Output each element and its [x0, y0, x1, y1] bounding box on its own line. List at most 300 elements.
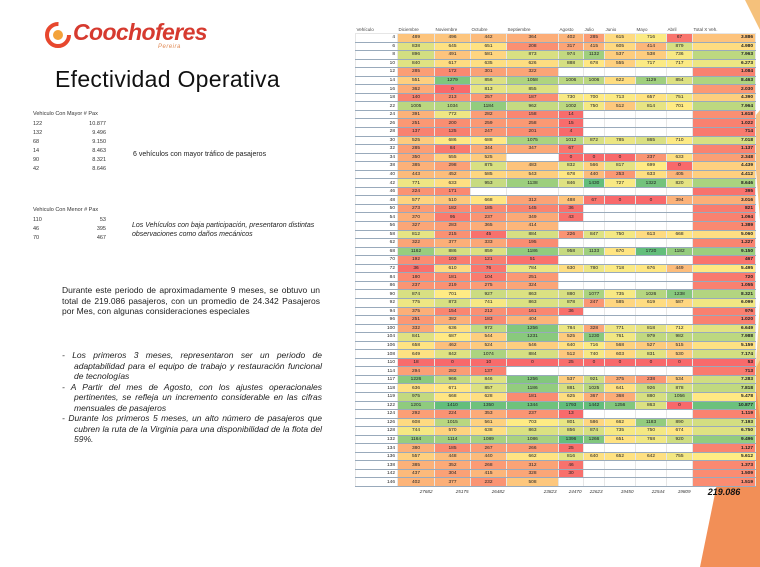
table-row — [356, 452, 756, 461]
month-cell — [636, 469, 667, 478]
month-cell — [636, 213, 667, 222]
total-cell: 976 — [693, 307, 756, 316]
table-row — [356, 59, 756, 68]
month-cell: 750 — [605, 230, 636, 239]
month-cell: 585 — [471, 170, 507, 179]
vehicle-cell: 96 — [356, 316, 398, 325]
vehicle-cell: 70 — [356, 256, 398, 265]
month-cell: 555 — [605, 59, 636, 68]
month-cell: 181 — [507, 392, 559, 401]
month-cell: 375 — [398, 307, 435, 316]
total-cell: 1.137 — [693, 145, 756, 154]
top-vehicle-row — [33, 129, 106, 138]
month-cell — [667, 281, 693, 290]
month-cell: 974 — [559, 51, 584, 60]
month-cell — [584, 273, 605, 282]
month-cell: 258 — [507, 119, 559, 128]
table-row — [356, 392, 756, 401]
month-cell: 13 — [559, 410, 584, 419]
month-cell: 972 — [471, 324, 507, 333]
total-cell: 7.193 — [693, 418, 756, 427]
table-row — [356, 350, 756, 359]
month-cell: 730 — [559, 93, 584, 102]
month-cell: 586 — [584, 418, 605, 427]
vehicle-id: 14 — [33, 148, 40, 154]
month-cell: 878 — [667, 384, 693, 393]
vehicle-cell: 48 — [356, 196, 398, 205]
month-cell: 201 — [507, 128, 559, 137]
month-cell: 831 — [636, 350, 667, 359]
month-cell — [507, 367, 559, 376]
month-cell: 25 — [559, 358, 584, 367]
vehicle-cell: 86 — [356, 281, 398, 290]
month-cell: 633 — [636, 170, 667, 179]
month-cell: 322 — [507, 68, 559, 77]
passenger-count: 9.150 — [92, 139, 106, 145]
month-cell: 1025 — [584, 384, 605, 393]
month-cell: 1344 — [507, 401, 559, 410]
month-cell: 344 — [471, 145, 507, 154]
table-header — [356, 26, 756, 34]
month-cell: 975 — [398, 392, 435, 401]
table-row — [356, 298, 756, 307]
month-cell: 1026 — [636, 290, 667, 299]
month-cell: 771 — [398, 179, 435, 188]
month-cell: 736 — [667, 51, 693, 60]
month-cell — [605, 68, 636, 77]
month-cell: 863 — [507, 298, 559, 307]
month-cell: 820 — [667, 179, 693, 188]
month-cell: 847 — [584, 230, 605, 239]
month-cell: 18 — [398, 358, 435, 367]
table-row — [356, 110, 756, 119]
month-cell — [636, 145, 667, 154]
vehicle-cell: 134 — [356, 444, 398, 453]
vehicle-cell: 142 — [356, 469, 398, 478]
month-total: 26482 — [491, 489, 505, 495]
vehicle-cell: 54 — [356, 213, 398, 222]
month-cell: 377 — [435, 239, 471, 248]
month-cell: 30 — [559, 469, 584, 478]
month-cell: 404 — [507, 316, 559, 325]
month-cell: 370 — [398, 213, 435, 222]
month-total: 19450 — [620, 489, 634, 495]
month-cell: 710 — [667, 136, 693, 145]
month-cell: 491 — [435, 51, 471, 60]
column-header: Total X Veh. — [693, 27, 718, 32]
vehicle-cell: 100 — [356, 324, 398, 333]
month-cell: 1396 — [559, 435, 584, 444]
month-cell: 15 — [559, 119, 584, 128]
month-cell: 662 — [605, 418, 636, 427]
low-vehicle-row — [33, 234, 106, 243]
month-cell: 333 — [471, 239, 507, 248]
month-cell — [584, 444, 605, 453]
table-row — [356, 170, 756, 179]
month-cell: 873 — [507, 51, 559, 60]
month-cell: 181 — [435, 273, 471, 282]
month-cell: 0 — [636, 358, 667, 367]
month-cell: 577 — [398, 196, 435, 205]
month-cell: 546 — [507, 341, 559, 350]
month-cell: 180 — [398, 273, 435, 282]
total-cell: 8.463 — [693, 76, 756, 85]
month-cell: 888 — [559, 59, 584, 68]
month-cell — [584, 85, 605, 94]
low-vehicles-note: Los Vehículos con baja participación, presentaron distintas observaciones como daños mecánicos — [132, 222, 315, 238]
vehicle-cell: 138 — [356, 461, 398, 470]
month-cell: 182 — [435, 204, 471, 213]
month-cell: 630 — [559, 264, 584, 273]
vehicle-cell: 117 — [356, 375, 398, 384]
month-cell — [559, 256, 584, 265]
month-cell — [559, 367, 584, 376]
column-header: Noviembre — [435, 27, 458, 32]
month-cell: 716 — [584, 341, 605, 350]
month-cell — [605, 444, 636, 453]
month-cell — [636, 85, 667, 94]
month-cell: 854 — [667, 76, 693, 85]
month-cell: 1129 — [636, 76, 667, 85]
month-cell: 818 — [636, 324, 667, 333]
month-cell: 1074 — [471, 350, 507, 359]
month-cell: 884 — [507, 230, 559, 239]
month-cell: 741 — [471, 298, 507, 307]
month-cell: 1279 — [435, 76, 471, 85]
month-cell: 619 — [636, 298, 667, 307]
month-cell: 0 — [667, 358, 693, 367]
month-cell — [605, 110, 636, 119]
month-cell — [584, 110, 605, 119]
month-cell: 884 — [507, 350, 559, 359]
passenger-count: 8.321 — [92, 157, 106, 163]
month-cell: 448 — [435, 452, 471, 461]
vehicle-cell: 110 — [356, 358, 398, 367]
month-cell — [667, 213, 693, 222]
month-cell: 657 — [636, 93, 667, 102]
table-row — [356, 401, 756, 410]
table-row — [356, 179, 756, 188]
table-row — [356, 247, 756, 256]
month-cell: 440 — [471, 452, 507, 461]
month-cell — [636, 110, 667, 119]
month-cell: 863 — [507, 427, 559, 436]
total-cell: 1.373 — [693, 461, 756, 470]
month-cell — [559, 478, 584, 487]
month-cell: 863 — [507, 290, 559, 299]
total-cell: 7.283 — [693, 375, 756, 384]
total-cell: 3.886 — [693, 34, 756, 43]
month-cell: 613 — [636, 230, 667, 239]
month-cell: 979 — [636, 333, 667, 342]
month-cell: 699 — [636, 162, 667, 171]
month-cell: 784 — [559, 324, 584, 333]
month-cell: 642 — [636, 452, 667, 461]
month-cell — [667, 367, 693, 376]
brand-name: Coochoferes — [73, 19, 207, 45]
total-cell: 8.321 — [693, 290, 756, 299]
month-cell: 1132 — [584, 51, 605, 60]
column-header: Agosto — [559, 27, 574, 32]
month-cell — [605, 239, 636, 248]
top-vehicle-row — [33, 147, 106, 156]
month-cell: 1058 — [507, 76, 559, 85]
month-cell: 10 — [471, 358, 507, 367]
month-cell: 921 — [584, 375, 605, 384]
month-cell: 224 — [435, 410, 471, 419]
month-cell — [667, 204, 693, 213]
month-cell: 610 — [435, 264, 471, 273]
month-cell: 640 — [559, 341, 584, 350]
month-cell — [605, 145, 636, 154]
month-cell: 415 — [471, 469, 507, 478]
table-row — [356, 333, 756, 342]
month-cell: 0 — [667, 162, 693, 171]
month-cell: 512 — [605, 102, 636, 111]
month-cell: 640 — [584, 452, 605, 461]
table-row — [356, 93, 756, 102]
month-cell: 247 — [471, 128, 507, 137]
month-cell: 982 — [667, 333, 693, 342]
month-cell: 880 — [636, 392, 667, 401]
month-cell: 0 — [605, 196, 636, 205]
month-cell: 1410 — [435, 401, 471, 410]
total-cell: 7.818 — [693, 384, 756, 393]
vehicle-cell: 118 — [356, 384, 398, 393]
vehicle-cell: 58 — [356, 230, 398, 239]
month-cell: 137 — [471, 367, 507, 376]
total-cell: 7.174 — [693, 350, 756, 359]
table-row — [356, 256, 756, 265]
month-cell: 874 — [398, 290, 435, 299]
month-cell: 1164 — [398, 435, 435, 444]
month-cell: 332 — [398, 324, 435, 333]
month-cell: 750 — [636, 427, 667, 436]
month-cell: 841 — [398, 333, 435, 342]
month-cell: 213 — [435, 93, 471, 102]
month-cell: 886 — [435, 247, 471, 256]
month-cell: 717 — [667, 59, 693, 68]
month-cell: 962 — [507, 102, 559, 111]
column-header: Vehículo — [356, 27, 374, 32]
month-cell: 67 — [667, 34, 693, 43]
month-cell — [667, 85, 693, 94]
month-cell: 1056 — [667, 392, 693, 401]
month-cell: 645 — [435, 42, 471, 51]
total-cell: 1.094 — [693, 213, 756, 222]
month-cell: 676 — [636, 264, 667, 273]
month-cell: 200 — [435, 119, 471, 128]
table-row — [356, 444, 756, 453]
table-row — [356, 222, 756, 231]
total-cell: 4.439 — [693, 162, 756, 171]
table-row — [356, 68, 756, 77]
month-cell: 537 — [605, 51, 636, 60]
month-cell: 701 — [667, 102, 693, 111]
month-cell: 312 — [507, 196, 559, 205]
total-cell: 5.478 — [693, 392, 756, 401]
month-cell: 0 — [435, 358, 471, 367]
month-cell: 327 — [398, 222, 435, 231]
month-cell: 402 — [559, 34, 584, 43]
month-cell: 856 — [559, 427, 584, 436]
month-cell: 84 — [435, 145, 471, 154]
month-cell: 875 — [471, 162, 507, 171]
month-cell: 718 — [605, 264, 636, 273]
month-cell: 958 — [559, 247, 584, 256]
month-cell: 125 — [435, 128, 471, 137]
month-cell: 292 — [398, 410, 435, 419]
month-cell: 377 — [435, 478, 471, 487]
month-cell: 1186 — [507, 247, 559, 256]
month-cell: 273 — [398, 204, 435, 213]
month-cell: 224 — [398, 187, 435, 196]
month-cell: 46 — [559, 461, 584, 470]
month-cell: 1182 — [667, 247, 693, 256]
month-cell: 1075 — [507, 136, 559, 145]
vehicle-cell: 128 — [356, 427, 398, 436]
month-cell: 121 — [471, 256, 507, 265]
column-header: Abril — [667, 27, 677, 32]
table-row — [356, 85, 756, 94]
month-cell: 649 — [398, 350, 435, 359]
month-cell: 608 — [398, 418, 435, 427]
top-vehicles-header: Vehiculo Con Mayor # Pax — [33, 111, 98, 117]
total-cell: 1.519 — [693, 478, 756, 487]
vehicle-cell: 94 — [356, 307, 398, 316]
month-cell: 1162 — [398, 247, 435, 256]
month-cell: 1442 — [584, 401, 605, 410]
month-cell: 483 — [507, 162, 559, 171]
total-cell: 8.646 — [693, 179, 756, 188]
vehicle-cell: 90 — [356, 290, 398, 299]
month-cell: 668 — [667, 230, 693, 239]
low-vehicles-rows — [33, 216, 106, 243]
month-cell: 414 — [636, 42, 667, 51]
total-cell: 53 — [693, 358, 756, 367]
month-cell: 881 — [559, 384, 584, 393]
month-cell: 489 — [398, 34, 435, 43]
month-cell: 703 — [507, 418, 559, 427]
total-cell: 5.612 — [693, 452, 756, 461]
month-cell: 171 — [435, 187, 471, 196]
month-cell: 768 — [636, 435, 667, 444]
month-cell — [667, 68, 693, 77]
month-cell — [667, 316, 693, 325]
month-cell: 161 — [507, 307, 559, 316]
month-cell: 555 — [435, 153, 471, 162]
month-cell: 525 — [471, 153, 507, 162]
month-cell — [636, 281, 667, 290]
month-cell — [605, 307, 636, 316]
vehicle-cell: 24 — [356, 110, 398, 119]
month-cell: 508 — [507, 478, 559, 487]
month-cell — [584, 367, 605, 376]
month-cell: 674 — [667, 427, 693, 436]
month-cell: 527 — [636, 341, 667, 350]
month-cell: 375 — [605, 375, 636, 384]
vehicle-cell: 104 — [356, 333, 398, 342]
month-cell: 678 — [584, 59, 605, 68]
table-row — [356, 375, 756, 384]
month-cell: 700 — [584, 93, 605, 102]
vehicle-id: 68 — [33, 139, 40, 145]
low-vehicle-row — [33, 225, 106, 234]
month-cell: 855 — [507, 85, 559, 94]
month-cell: 626 — [507, 59, 559, 68]
total-cell: 1.618 — [693, 110, 756, 119]
month-cell: 352 — [435, 461, 471, 470]
table-row — [356, 281, 756, 290]
month-cell: 36 — [559, 307, 584, 316]
month-total: 25175 — [455, 489, 469, 495]
month-cell: 1186 — [507, 384, 559, 393]
month-cell: 415 — [584, 42, 605, 51]
month-cell: 832 — [559, 162, 584, 171]
month-cell: 1005 — [398, 102, 435, 111]
month-cell — [636, 256, 667, 265]
month-cell: 385 — [398, 162, 435, 171]
month-cell — [605, 478, 636, 487]
month-cell — [605, 187, 636, 196]
total-cell: 5.060 — [693, 230, 756, 239]
month-cell — [605, 461, 636, 470]
month-cell — [636, 239, 667, 248]
vehicle-cell: 50 — [356, 204, 398, 213]
month-cell: 755 — [667, 452, 693, 461]
month-cell — [584, 461, 605, 470]
month-cell: 587 — [667, 298, 693, 307]
total-cell: 5.159 — [693, 341, 756, 350]
total-cell: 1.020 — [693, 316, 756, 325]
month-cell: 530 — [667, 350, 693, 359]
month-cell: 785 — [605, 136, 636, 145]
month-cell: 145 — [507, 204, 559, 213]
month-cell: 1256 — [507, 375, 559, 384]
month-cell: 496 — [435, 34, 471, 43]
vehicle-cell: 56 — [356, 222, 398, 231]
column-header: Septiembre — [507, 27, 531, 32]
month-cell: 544 — [471, 333, 507, 342]
month-cell: 662 — [507, 452, 559, 461]
month-cell: 771 — [605, 324, 636, 333]
table-row — [356, 264, 756, 273]
brand-tagline: Pereira — [158, 44, 181, 50]
month-cell: 462 — [435, 341, 471, 350]
top-vehicles-table — [33, 111, 106, 174]
total-cell: 4.390 — [693, 93, 756, 102]
month-cell: 651 — [605, 435, 636, 444]
month-cell — [667, 110, 693, 119]
month-cell: 25 — [559, 444, 584, 453]
vehicle-cell: 6 — [356, 42, 398, 51]
month-cell: 322 — [398, 239, 435, 248]
month-cell: 391 — [398, 110, 435, 119]
month-total: 22623 — [589, 489, 603, 495]
month-cell — [636, 461, 667, 470]
month-cell — [667, 410, 693, 419]
month-cell — [559, 316, 584, 325]
month-cell: 1006 — [559, 76, 584, 85]
vehicle-cell: 32 — [356, 145, 398, 154]
month-cell: 172 — [435, 68, 471, 77]
table-row — [356, 290, 756, 299]
total-cell: 6.273 — [693, 59, 756, 68]
month-cell: 525 — [559, 333, 584, 342]
month-cell — [584, 204, 605, 213]
month-cell: 349 — [507, 213, 559, 222]
month-cell: 879 — [667, 42, 693, 51]
